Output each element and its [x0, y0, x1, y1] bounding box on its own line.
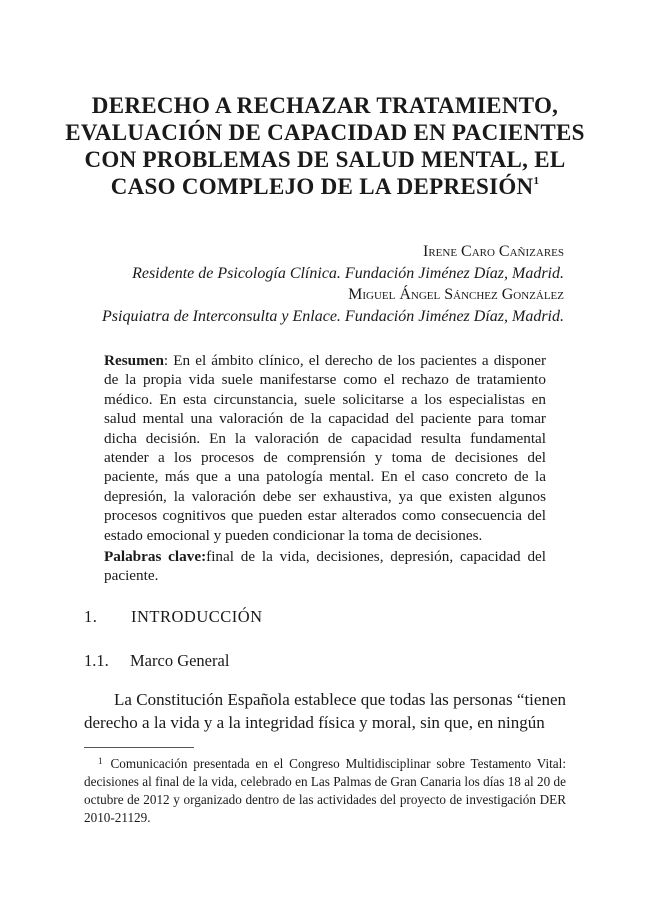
section-number: 1. [84, 607, 98, 626]
author-name: Irene Caro Cañizares [422, 243, 564, 260]
footnote-divider [84, 747, 194, 748]
author-name: Miguel Ángel Sánchez González [348, 286, 564, 303]
paper-title [60, 92, 590, 200]
abstract-text: : En el ámbito clínico, el derecho de los pacientes a disponer de la propia vida suele manifestarse como el rechazo de tratamiento médico. En esta circunstancia, suele solicitarse a los especialistas en salud mental una valoración de la capacidad del paciente para tomar dicha decisión. En la valoración de capacidad resulta fundamental atender a los procesos de comprensión y toma de decisiones del paciente, más que a una patología mental. En el caso concreto de la depresión, la valoración debe ser exhaustiva, ya que existen algunos procesos cognitivos que pueden estar alterados como consecuencia del estado emocional y pueden condicionar la toma de decisiones. [104, 352, 546, 544]
author-affiliation: Residente de Psicología Clínica. Fundación Jiménez Díaz, Madrid. [132, 264, 564, 282]
subsection-number: 1.1. [84, 651, 109, 670]
title-footnote-mark: 1 [533, 175, 540, 187]
section-title: INTRODUCCIÓN [131, 607, 263, 626]
abstract-label: Resumen [104, 352, 164, 369]
footnote-mark: 1 [98, 756, 103, 766]
footnote [84, 755, 566, 827]
keywords-text: final de la vida, decisiones, depresión, capacidad del paciente. [104, 548, 547, 585]
abstract [104, 351, 546, 586]
author-affiliation: Psiquiatra de Interconsulta y Enlace. Fundación Jiménez Díaz, Madrid. [102, 307, 564, 325]
subsection-title: Marco General [130, 651, 230, 670]
keywords [104, 547, 546, 586]
keywords-label: Palabras clave: [104, 548, 207, 566]
abstract-body [104, 351, 546, 545]
paper-title-text: DERECHO A RECHAZAR TRATAMIENTO, EVALUACIÓN DE CAPACIDAD EN PACIENTES CON PROBLEMAS DE SALUD MENTAL, EL CASO COMPLEJO DE LA DEPRESIÓN [65, 93, 585, 199]
author-block [80, 241, 564, 327]
section-heading-introduccion [84, 607, 263, 627]
body-paragraph: La Constitución Española establece que todas las personas “tienen derecho a la vida y a la integridad física y moral, sin que, en ningún [84, 690, 566, 732]
subsection-heading-marco-general [84, 651, 229, 671]
footnote-text: Comunicación presentada en el Congreso Multidisciplinar sobre Testamento Vital: decisiones al final de la vida, celebrado en Las Palmas de Gran Canaria los días 18 al 20 de octubre de 2012 y organizado dentro de las actividades del proyecto de investigación DER 2010-21129. [84, 756, 566, 825]
